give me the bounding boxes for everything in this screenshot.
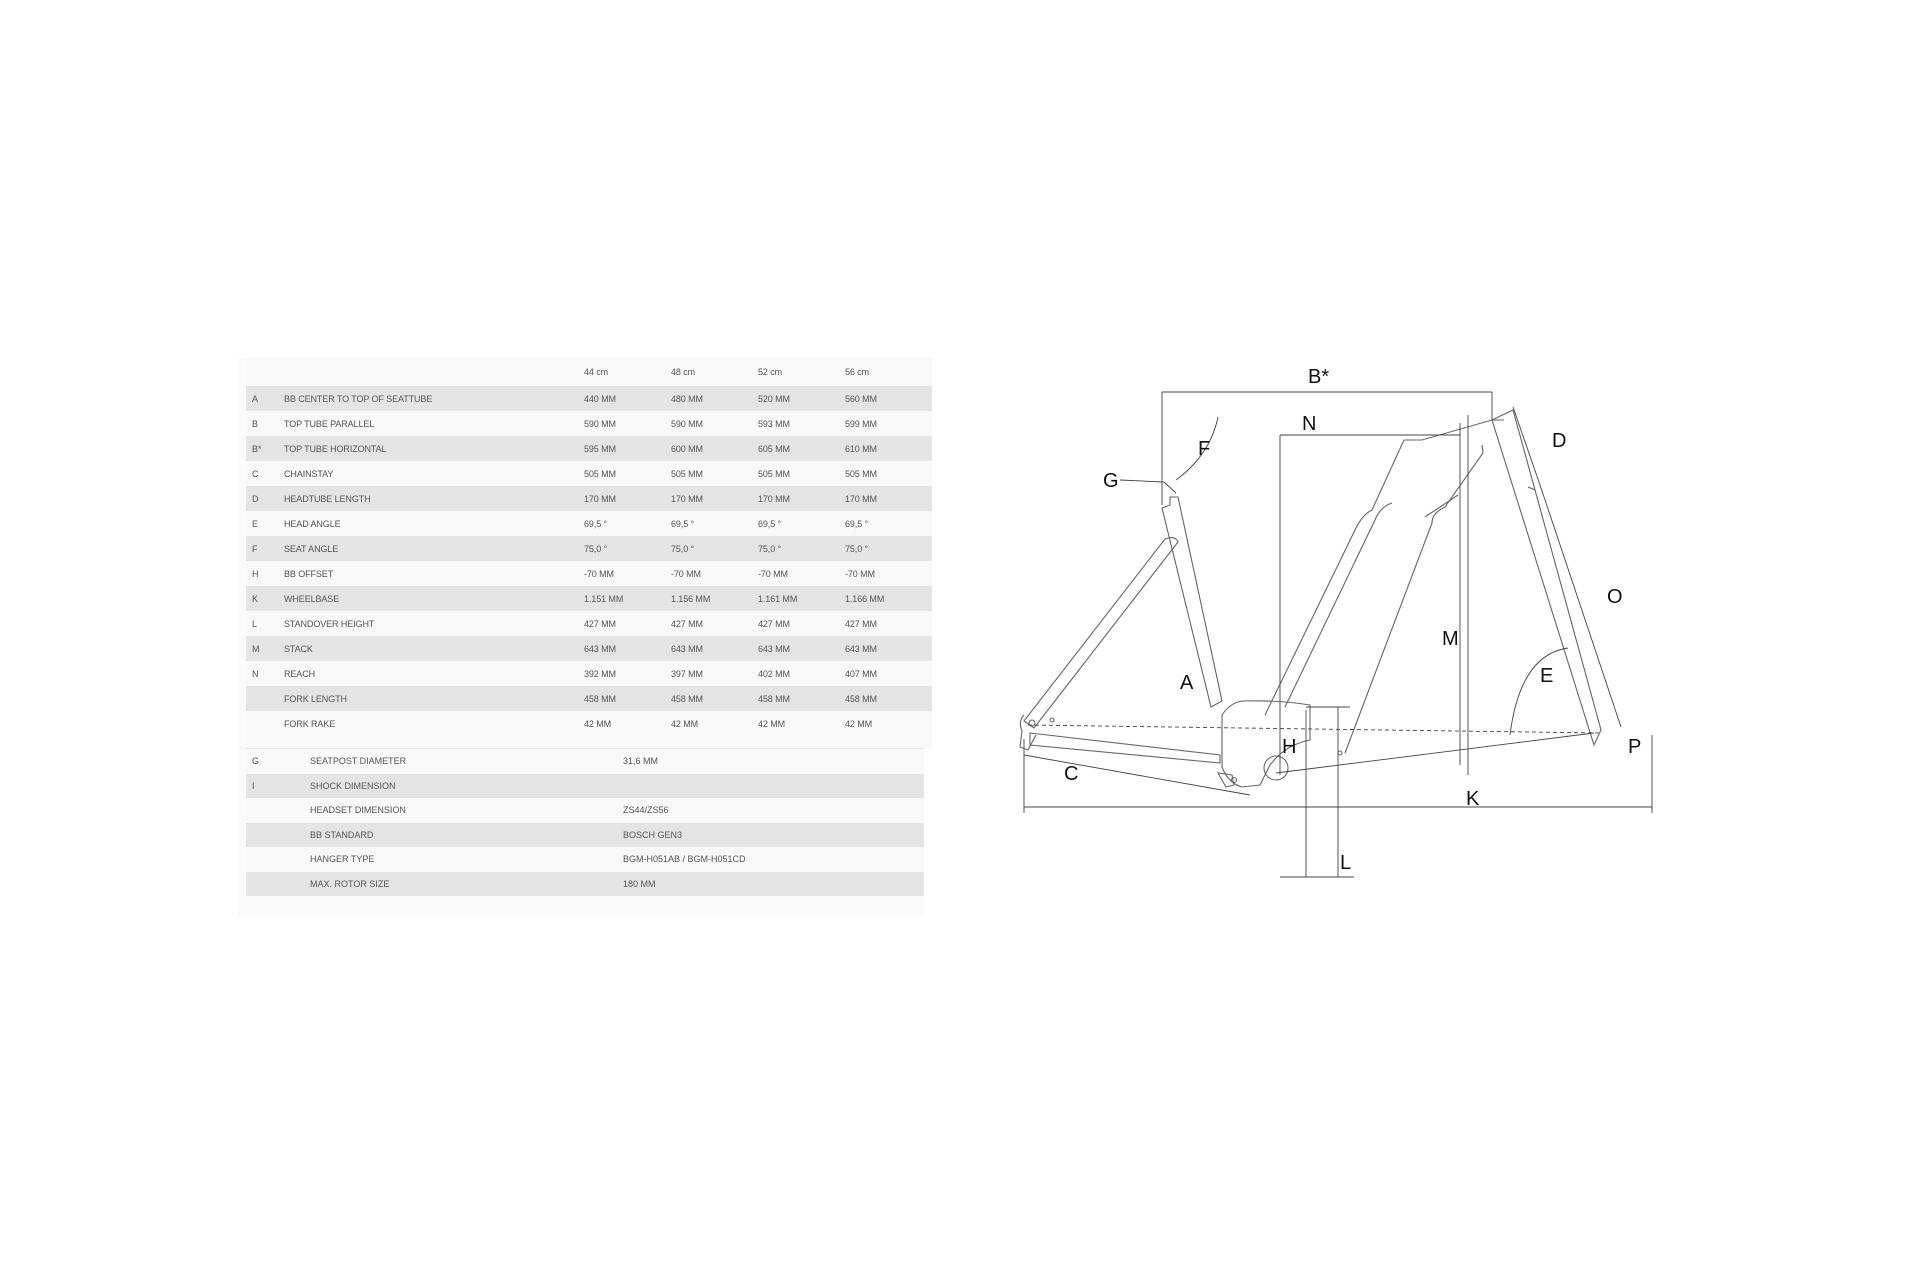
bottom-bracket — [1264, 756, 1288, 780]
spec-value: 31,6 MM — [623, 749, 924, 774]
row-value: 427 MM — [584, 611, 671, 636]
row-value: 69,5 ° — [758, 511, 845, 536]
row-value: -70 MM — [845, 561, 932, 586]
row-value: 440 MM — [584, 386, 671, 411]
label-l: L — [1340, 852, 1352, 874]
row-value: 458 MM — [845, 686, 932, 711]
row-label: REACH — [284, 661, 584, 686]
table-row — [246, 611, 932, 636]
row-value: 392 MM — [584, 661, 671, 686]
row-value: 42 MM — [671, 711, 758, 736]
row-label: HEADTUBE LENGTH — [284, 486, 584, 511]
row-label: FORK RAKE — [284, 711, 584, 736]
row-value: 69,5 ° — [845, 511, 932, 536]
row-value: 610 MM — [845, 436, 932, 461]
table-row — [246, 386, 932, 411]
row-letter — [246, 711, 284, 736]
frame-outline — [1020, 410, 1601, 787]
row-value: 458 MM — [584, 686, 671, 711]
row-letter: D — [246, 486, 284, 511]
row-value: -70 MM — [584, 561, 671, 586]
row-label: WHEELBASE — [284, 586, 584, 611]
row-label: HEAD ANGLE — [284, 511, 584, 536]
table-row — [246, 749, 924, 774]
spec-label: SHOCK DIMENSION — [310, 774, 623, 799]
row-label: TOP TUBE HORIZONTAL — [284, 436, 584, 461]
chain-stay — [1030, 733, 1220, 763]
row-value: 170 MM — [845, 486, 932, 511]
down-tube-lower — [1285, 503, 1392, 707]
dimension-lines — [1024, 392, 1652, 877]
row-letter: K — [246, 586, 284, 611]
row-value: 505 MM — [584, 461, 671, 486]
spec-value: ZS44/ZS56 — [623, 798, 924, 823]
label-h: H — [1282, 736, 1297, 758]
table-row — [246, 872, 924, 897]
table-row — [246, 847, 924, 872]
spec-label: BB STANDARD — [310, 823, 623, 848]
frame-geometry-diagram — [980, 355, 1710, 935]
label-d: D — [1552, 430, 1567, 452]
row-value: 42 MM — [758, 711, 845, 736]
row-letter: A — [246, 386, 284, 411]
row-value: 75,0 ° — [671, 536, 758, 561]
row-value: 643 MM — [758, 636, 845, 661]
row-label: BB CENTER TO TOP OF SEATTUBE — [284, 386, 584, 411]
row-letter: N — [246, 661, 284, 686]
label-f: F — [1198, 438, 1211, 460]
table-row — [246, 436, 932, 461]
row-letter: H — [246, 561, 284, 586]
spec-value: 180 MM — [623, 872, 924, 897]
row-value: 505 MM — [758, 461, 845, 486]
seat-stay — [1024, 538, 1178, 728]
row-value: 595 MM — [584, 436, 671, 461]
size-header: 52 cm — [758, 358, 845, 386]
row-value: 427 MM — [845, 611, 932, 636]
row-value: 600 MM — [671, 436, 758, 461]
row-value: 505 MM — [671, 461, 758, 486]
row-value: 170 MM — [758, 486, 845, 511]
label-b-star: B* — [1308, 366, 1330, 388]
spec-letter: G — [246, 749, 310, 774]
table-row — [246, 486, 932, 511]
spec-letter: I — [246, 774, 310, 799]
row-value: 75,0 ° — [758, 536, 845, 561]
row-value: 605 MM — [758, 436, 845, 461]
label-n: N — [1302, 413, 1317, 435]
top-tube-gusset — [1425, 495, 1458, 517]
table-row — [246, 511, 932, 536]
spec-label: MAX. ROTOR SIZE — [310, 872, 623, 897]
size-header-row — [246, 358, 932, 386]
row-label: STACK — [284, 636, 584, 661]
size-header: 56 cm — [845, 358, 932, 386]
row-value: 402 MM — [758, 661, 845, 686]
row-value: 69,5 ° — [584, 511, 671, 536]
label-p: P — [1628, 736, 1642, 758]
top-tube-edge — [1345, 445, 1483, 753]
head-tube-fork — [1492, 410, 1601, 745]
table-row — [246, 774, 924, 799]
row-value: 520 MM — [758, 386, 845, 411]
row-value: 407 MM — [845, 661, 932, 686]
row-value: 75,0 ° — [845, 536, 932, 561]
row-letter: E — [246, 511, 284, 536]
row-value: 170 MM — [671, 486, 758, 511]
spec-letter — [246, 872, 310, 897]
spec-label: HANGER TYPE — [310, 847, 623, 872]
table-row — [246, 661, 932, 686]
row-value: 427 MM — [758, 611, 845, 636]
table-row — [246, 636, 932, 661]
row-label: FORK LENGTH — [284, 686, 584, 711]
geometry-table — [246, 358, 932, 748]
spec-value — [623, 774, 924, 799]
label-o: O — [1607, 586, 1623, 608]
table-row — [246, 411, 932, 436]
table-row — [246, 711, 932, 736]
row-value: 590 MM — [584, 411, 671, 436]
row-value: 1.161 MM — [758, 586, 845, 611]
geometry-panel — [238, 358, 924, 916]
table-row — [246, 823, 924, 848]
label-c: C — [1064, 763, 1079, 785]
row-label: SEAT ANGLE — [284, 536, 584, 561]
row-letter: M — [246, 636, 284, 661]
spacer-row — [246, 736, 932, 748]
row-letter: L — [246, 611, 284, 636]
row-value: 75,0 ° — [584, 536, 671, 561]
label-g: G — [1103, 470, 1119, 492]
table-row — [246, 798, 924, 823]
row-value: 42 MM — [845, 711, 932, 736]
row-letter: F — [246, 536, 284, 561]
spec-value: BGM-H051AB / BGM-H051CD — [623, 847, 924, 872]
size-header: 44 cm — [584, 358, 671, 386]
row-value: 643 MM — [845, 636, 932, 661]
row-label: BB OFFSET — [284, 561, 584, 586]
table-row — [246, 536, 932, 561]
row-value: 643 MM — [584, 636, 671, 661]
spec-value: BOSCH GEN3 — [623, 823, 924, 848]
label-a: A — [1180, 672, 1194, 694]
row-value: 458 MM — [758, 686, 845, 711]
row-value: -70 MM — [671, 561, 758, 586]
row-value: -70 MM — [758, 561, 845, 586]
spec-table — [246, 748, 924, 896]
row-value: 1.166 MM — [845, 586, 932, 611]
row-value: 69,5 ° — [671, 511, 758, 536]
row-label: STANDOVER HEIGHT — [284, 611, 584, 636]
row-value: 1.156 MM — [671, 586, 758, 611]
row-value: 397 MM — [671, 661, 758, 686]
row-label: TOP TUBE PARALLEL — [284, 411, 584, 436]
label-m: M — [1442, 628, 1459, 650]
row-value: 1.151 MM — [584, 586, 671, 611]
row-value: 42 MM — [584, 711, 671, 736]
row-letter: C — [246, 461, 284, 486]
row-value: 458 MM — [671, 686, 758, 711]
row-value: 505 MM — [845, 461, 932, 486]
row-value: 427 MM — [671, 611, 758, 636]
row-value: 643 MM — [671, 636, 758, 661]
row-letter — [246, 686, 284, 711]
row-value: 593 MM — [758, 411, 845, 436]
row-value: 590 MM — [671, 411, 758, 436]
row-value: 560 MM — [845, 386, 932, 411]
row-letter: B — [246, 411, 284, 436]
spec-label: HEADSET DIMENSION — [310, 798, 623, 823]
row-letter: B* — [246, 436, 284, 461]
table-row — [246, 461, 932, 486]
spec-letter — [246, 847, 310, 872]
spec-letter — [246, 798, 310, 823]
label-k: K — [1466, 788, 1480, 810]
spec-label: SEATPOST DIAMETER — [310, 749, 623, 774]
row-value: 480 MM — [671, 386, 758, 411]
row-label: CHAINSTAY — [284, 461, 584, 486]
spec-letter — [246, 823, 310, 848]
label-e: E — [1540, 665, 1554, 687]
table-row — [246, 561, 932, 586]
size-header: 48 cm — [671, 358, 758, 386]
row-value: 599 MM — [845, 411, 932, 436]
table-row — [246, 586, 932, 611]
table-row — [246, 686, 932, 711]
row-value: 170 MM — [584, 486, 671, 511]
